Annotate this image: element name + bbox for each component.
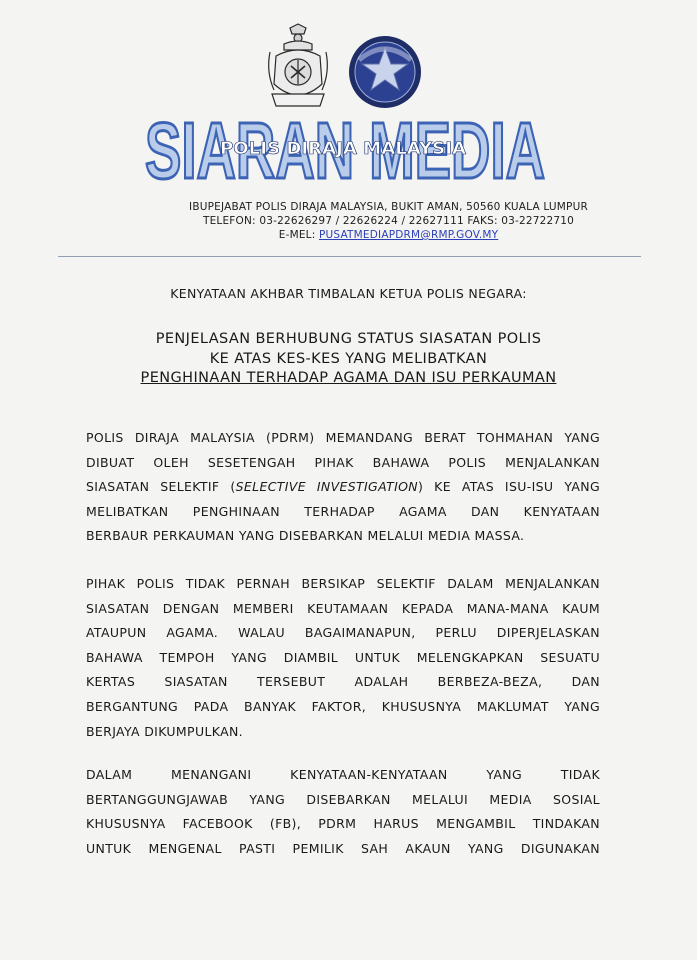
paragraph-line: SIASATAN DENGAN MEMBERI KEUTAMAAN KEPADA MANA-MANA KAUM (86, 600, 600, 616)
title-line-1: PENJELASAN BERHUBUNG STATUS SIASATAN POLIS (155, 331, 542, 347)
paragraph-line: DIBUAT OLEH SESETENGAH PIHAK BAHAWA POLIS MENJALANKAN (86, 454, 600, 470)
italic-term: SELECTIVE INVESTIGATION (235, 479, 418, 495)
paragraph-line: BERBAUR PERKAUMAN YANG DISEBARKAN MELALUI MEDIA MASSA. (86, 528, 525, 544)
paragraph-line: MELIBATKAN PENGHINAAN TERHADAP AGAMA DAN KENYATAAN (86, 503, 600, 519)
paragraph-line (86, 475, 600, 500)
phone-fax-line: TELEFON: 03-22626297 / 22626224 / 22627111 FAKS: 03-22722710 (202, 215, 575, 227)
banner-subtitle: POLIS DIRAJA MALAYSIA (220, 139, 467, 159)
paragraph-line: BERGANTUNG PADA BANYAK FAKTOR, KHUSUSNYA MAKLUMAT YANG (86, 698, 600, 714)
paragraph-line: BAHAWA TEMPOH YANG DIAMBIL UNTUK MELENGKAPKAN SESUATU (86, 649, 600, 665)
paragraph-3 (86, 763, 600, 861)
paragraph-line: ATAUPUN AGAMA. WALAU BAGAIMANAPUN, PERLU DIPERJELASKAN (86, 625, 600, 641)
siaran-media-banner (140, 112, 550, 186)
email-line (40, 229, 697, 241)
paragraph-line: KHUSUSNYA FACEBOOK (FB), PDRM HARUS MENGAMBIL TINDAKAN (86, 816, 600, 832)
paragraph-line: DALAM MENANGANI KENYATAAN-KENYATAAN YANG TIDAK (86, 767, 600, 782)
statement-label: KENYATAAN AKHBAR TIMBALAN KETUA POLIS NEGARA: (170, 286, 527, 301)
title-line-3: PENGHINAAN TERHADAP AGAMA DAN ISU PERKAUMAN (140, 370, 557, 386)
paragraph-line: PIHAK POLIS TIDAK PERNAH BERSIKAP SELEKTIF DALAM MENJALANKAN (86, 576, 600, 591)
banner-title: SIARAN MEDIA (145, 112, 545, 186)
email-link[interactable]: PUSATMEDIAPDRM@RMP.GOV.MY (319, 229, 499, 241)
paragraph-2 (86, 572, 600, 744)
header-divider (58, 256, 641, 257)
address-line: IBUPEJABAT POLIS DIRAJA MALAYSIA, BUKIT AMAN, 50560 KUALA LUMPUR (189, 201, 588, 213)
paragraph-line: BERJAYA DIKUMPULKAN. (86, 723, 244, 739)
paragraph-line: UNTUK MENGENAL PASTI PEMILIK SAH AKAUN YANG DIGUNAKAN (86, 840, 600, 856)
integriti-badge-logo (345, 32, 425, 112)
text-segment: SIASATAN SELEKTIF ( (86, 479, 236, 495)
text-segment: ) KE ATAS ISU-ISU YANG (418, 479, 600, 495)
paragraph-line: KERTAS SIASATAN TERSEBUT ADALAH BERBEZA-BEZA, DAN (86, 674, 600, 690)
email-label: E-MEL: (278, 229, 319, 241)
paragraph-line: POLIS DIRAJA MALAYSIA (PDRM) MEMANDANG BERAT TOHMAHAN YANG (86, 430, 600, 445)
title-line-2: KE ATAS KES-KES YANG MELIBATKAN (209, 351, 488, 367)
pdrm-crest-logo (262, 22, 334, 114)
paragraph-line: BERTANGGUNGJAWAB YANG DISEBARKAN MELALUI MEDIA SOSIAL (86, 791, 600, 807)
paragraph-1 (86, 426, 600, 549)
